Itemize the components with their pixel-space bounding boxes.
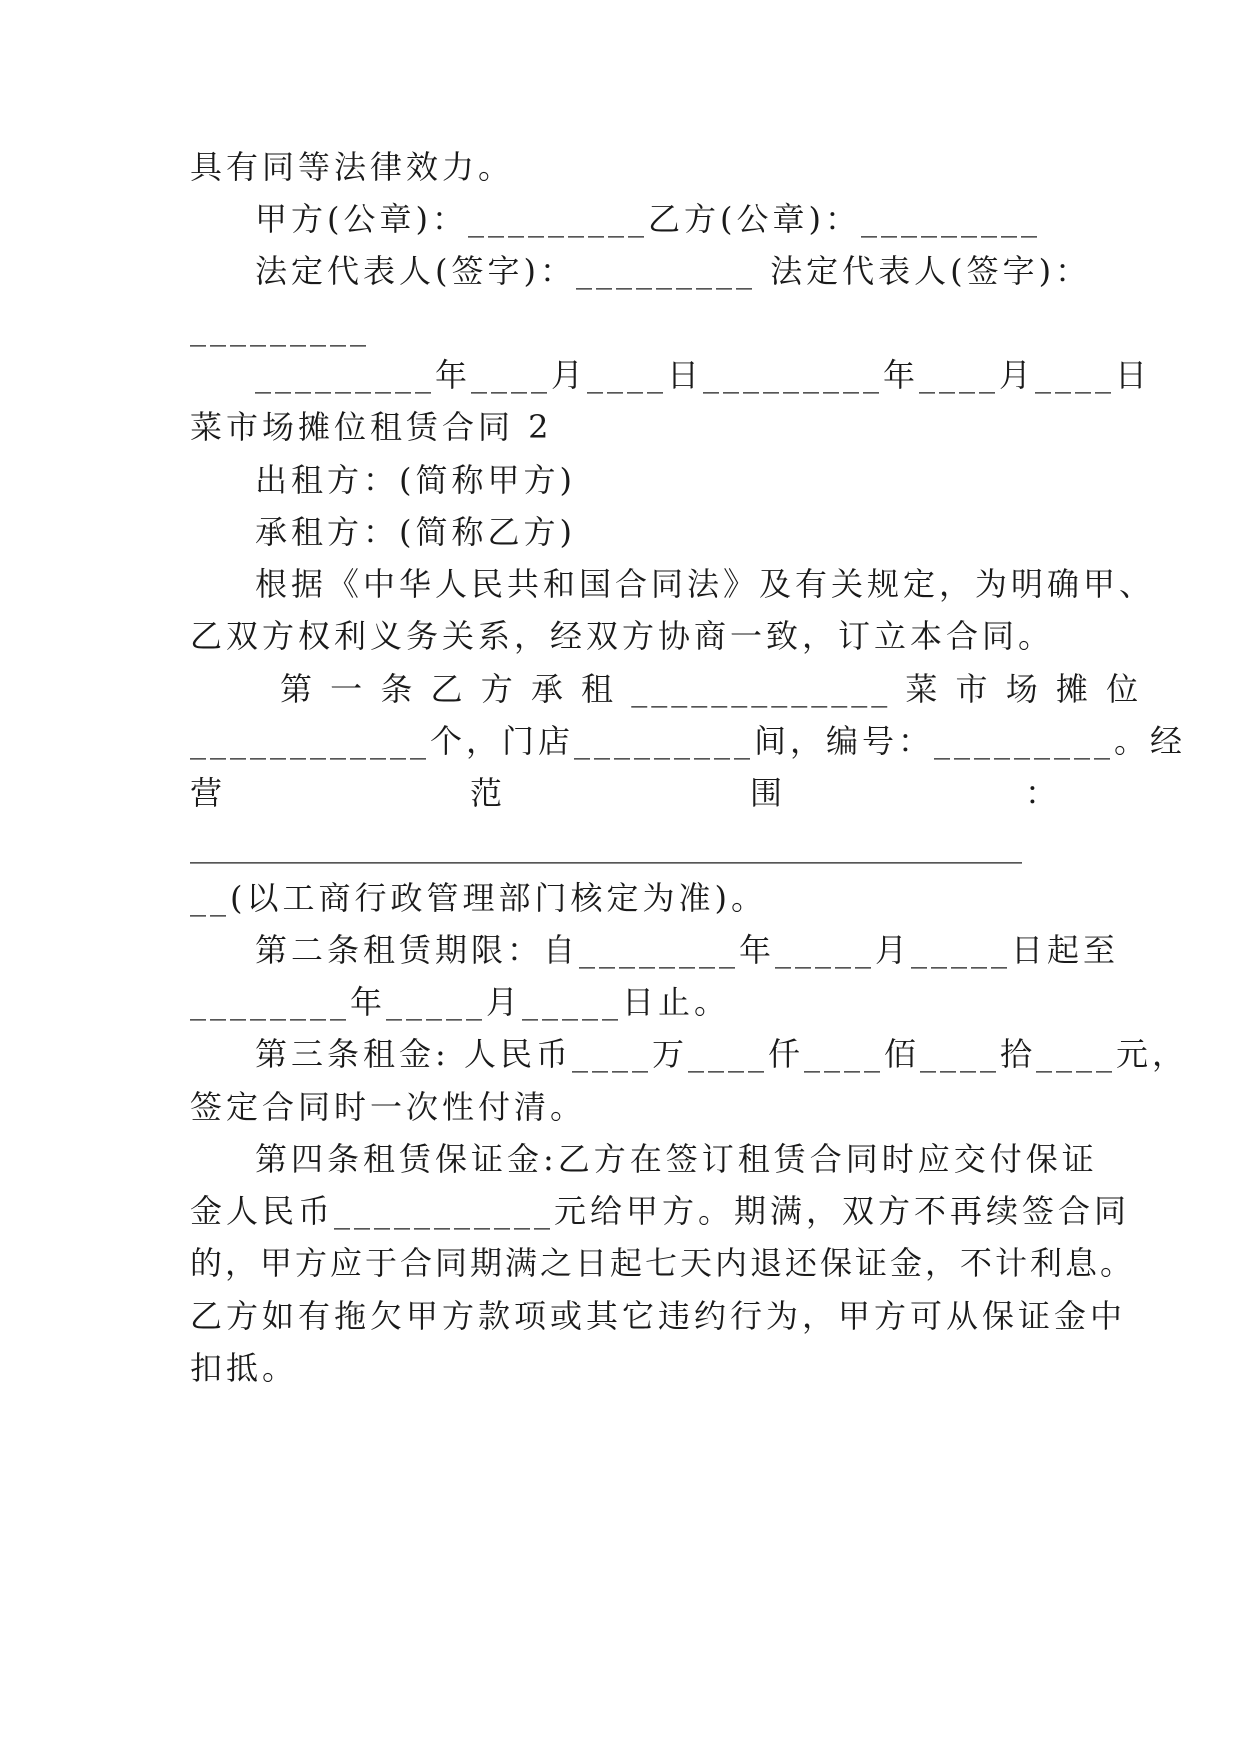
- text-line: 第二条租赁期限：自________年_____月_____日起至: [255, 931, 1120, 969]
- text-line: 的，甲方应于合同期满之日起七天内退还保证金，不计利息。: [190, 1244, 1136, 1282]
- text-word: 围: [750, 774, 783, 812]
- text-line: 甲方(公章)：_________乙方(公章)：_________: [255, 200, 1041, 238]
- text-line: 根据《中华人民共和国合同法》及有关规定，为明确甲、: [255, 565, 1156, 603]
- text-line: __(以工商行政管理部门核定为准)。: [190, 879, 767, 917]
- text-line: 签定合同时一次性付清。: [190, 1088, 587, 1126]
- text-line: 乙方如有拖欠甲方款项或其它违约行为，甲方可从保证金中: [190, 1297, 1127, 1335]
- text-line: 金人民币___________元给甲方。期满，双方不再续签合同: [190, 1192, 1131, 1230]
- text-line: _________: [190, 309, 370, 347]
- text-word: ：: [1025, 774, 1058, 812]
- text-line: 乙双方权利义务关系，经双方协商一致，订立本合同。: [190, 617, 1055, 655]
- text-line: 菜市场摊位租赁合同 2: [190, 408, 553, 446]
- text-line: 法定代表人(签字)：_________ 法定代表人(签字)：: [255, 252, 1092, 290]
- text-line: 具有同等法律效力。: [190, 148, 515, 186]
- text-line: 第四条租赁保证金:乙方在签订租赁合同时应交付保证: [255, 1140, 1098, 1178]
- text-line: 第 一 条 乙 方 承 租 _____________ 菜 市 场 摊 位: [280, 670, 1143, 708]
- text-line: ____________________________________________________: [190, 826, 1022, 864]
- text-line: 出租方：(简称甲方): [255, 461, 576, 499]
- text-line: ________年_____月_____日止。: [190, 983, 731, 1021]
- text-word: 营: [190, 774, 223, 812]
- text-line: 承租方：(简称乙方): [255, 513, 576, 551]
- text-line: ____________个，门店_________间，编号：_________。经: [190, 722, 1187, 760]
- text-line: 扣抵。: [190, 1349, 299, 1387]
- text-line: _________年____月____日_________年____月____日: [255, 356, 1152, 394]
- text-line: 第三条租金: 人民币____万____仟____佰____拾____元，: [255, 1035, 1188, 1073]
- text-word: 范: [470, 774, 503, 812]
